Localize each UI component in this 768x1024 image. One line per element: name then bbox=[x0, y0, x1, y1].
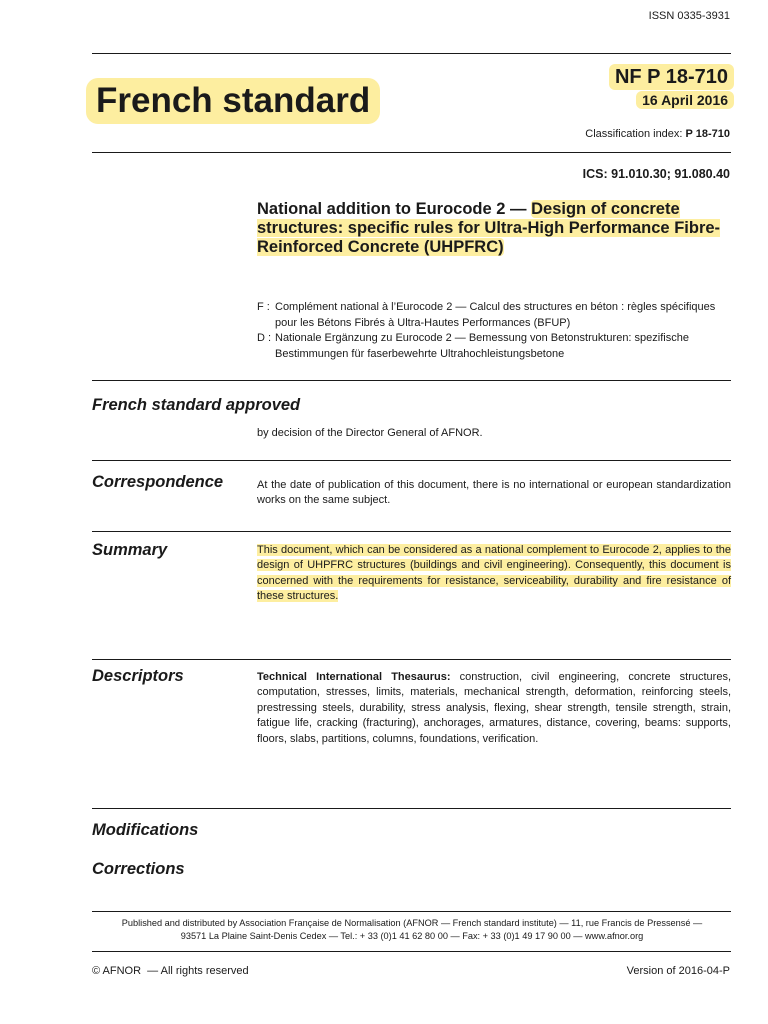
publisher-line-1: Published and distributed by Association Française de Normalisation (AFNOR — French standard institute) — 11, rue Francis de Pressensé — bbox=[121, 918, 703, 928]
translation-french bbox=[257, 300, 737, 331]
section-rule-4 bbox=[92, 659, 731, 660]
issn-number: ISSN 0335-3931 bbox=[648, 10, 730, 22]
translation-prefix: D : bbox=[257, 332, 272, 345]
translation-german bbox=[257, 331, 737, 362]
descriptors-terms: construction, civil engineering, concrete structures, computation, stresses, limits, materials, mechanical strength, deformation, reinforcing steels, prestressing steels, durability, stress analysis, flexing, shear strength, tensile strength, strain, fatigue life, cracking (fracturing), anchorages, armatures, distance, covering, beams: supports, floors, slabs, partitions, columns, foundations, verification. bbox=[257, 671, 732, 745]
translation-text: Complément national à l’Eurocode 2 — Calcul des structures en béton : règles spécifiques pour les Bétons Fibrés à Ultra-Hautes Performances (BFUP) bbox=[275, 301, 716, 329]
standard-number: NF P 18-710 bbox=[609, 64, 734, 90]
descriptors-text bbox=[257, 670, 731, 747]
standard-id-block bbox=[609, 64, 734, 110]
section-rule-1 bbox=[92, 380, 731, 381]
classification-label: Classification index: bbox=[585, 128, 683, 140]
footer-rule bbox=[92, 911, 731, 912]
descriptors-lead: Technical International Thesaurus: bbox=[257, 671, 451, 683]
descriptors-label: Descriptors bbox=[92, 667, 184, 685]
approved-text: by decision of the Director General of AFNOR. bbox=[257, 427, 483, 439]
section-rule-3 bbox=[92, 531, 731, 532]
summary-text bbox=[257, 543, 731, 605]
translation-prefix: F : bbox=[257, 301, 270, 313]
correspondence-text: At the date of publication of this document, there is no international or european standardization works on the same subject. bbox=[257, 479, 731, 507]
main-title bbox=[257, 200, 727, 257]
correspondence-label: Correspondence bbox=[92, 473, 224, 491]
main-title-prefix: National addition to Eurocode 2 — bbox=[257, 200, 532, 218]
footer-bottom-rule bbox=[92, 951, 731, 952]
copyright-notice: © AFNOR — All rights reserved bbox=[92, 965, 249, 977]
translation-text: Nationale Ergänzung zu Eurocode 2 — Bemessung von Betonstrukturen: spezifische Bestimmungen für faserbewehrte Ultrahochleistungsbetone bbox=[275, 332, 689, 360]
publisher-info bbox=[92, 917, 732, 943]
classification-index bbox=[585, 128, 730, 140]
classification-value: P 18-710 bbox=[685, 128, 730, 140]
main-title-highlighted: Design of concrete structures: specific rules for Ultra-High Performance Fibre-Reinforced Concrete (UHPFRC) bbox=[257, 200, 721, 256]
summary-label: Summary bbox=[92, 541, 168, 559]
corrections-label: Corrections bbox=[92, 860, 185, 878]
header-bottom-rule bbox=[92, 152, 731, 153]
title-translations bbox=[257, 300, 737, 362]
standard-date: 16 April 2016 bbox=[636, 91, 734, 109]
section-rule-5 bbox=[92, 808, 731, 809]
document-type-title: French standard bbox=[86, 78, 380, 124]
approved-label: French standard approved bbox=[92, 396, 301, 414]
header-top-rule bbox=[92, 53, 731, 54]
ics-codes: ICS: 91.010.30; 91.080.40 bbox=[582, 167, 730, 181]
modifications-label: Modifications bbox=[92, 821, 199, 839]
publisher-line-2: 93571 La Plaine Saint-Denis Cedex — Tel.: + 33 (0)1 41 62 80 00 — Fax: + 33 (0)1 49 17 90 00 — www.afnor.org bbox=[180, 931, 644, 941]
summary-highlighted: This document, which can be considered as a national complement to Eurocode 2, applies to the design of UHPFRC structures (buildings and civil engineering). Consequently, this document is concerned with the requirements for resistance, serviceability, durability and fire resistance of these structures. bbox=[257, 544, 731, 603]
section-rule-2 bbox=[92, 460, 731, 461]
version-label: Version of 2016-04-P bbox=[626, 965, 730, 977]
